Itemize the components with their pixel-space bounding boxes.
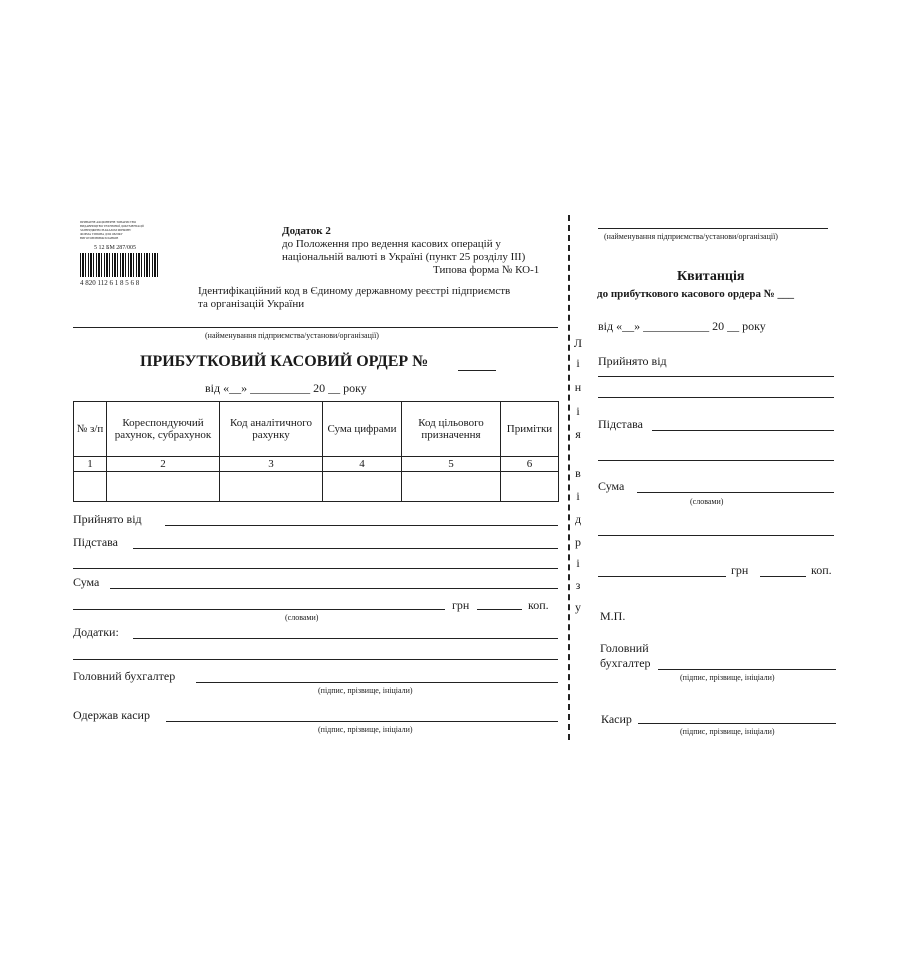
regulation-line-2: національній валюті в Україні (пункт 25 розділу ІІІ) (282, 251, 526, 263)
basis-line-1[interactable] (133, 548, 558, 549)
cut-letter-2: і (576, 356, 580, 370)
receipt-kop-line[interactable] (760, 576, 806, 577)
receipt-basis-line-2[interactable] (598, 460, 834, 461)
col-number-3: 3 (220, 457, 323, 472)
barcode (80, 253, 160, 277)
cut-letter-3: н (574, 380, 582, 394)
receipt-title: Квитанція (677, 269, 745, 284)
receipt-sum-line-2[interactable] (598, 535, 834, 536)
publisher-fine-print-5: ВИГОТОВЛЮВАЧ БЛАНКІВ (80, 236, 119, 240)
publisher-fine-print-4: ФОРМА ТИПОВА ДЛЯ ОБЛІКУ (80, 232, 123, 236)
cut-line (568, 215, 570, 740)
form-number: Типова форма № КО-1 (433, 264, 540, 276)
col-header-account: Кореспондуючий рахунок, субрахунок (107, 402, 220, 457)
ident-code-label-2: та організацій України (198, 298, 305, 310)
cell-notes[interactable] (501, 472, 559, 502)
received-from-label: Прийнято від (73, 512, 142, 526)
receipt-chief-caption: (підпис, прізвище, ініціали) (680, 673, 775, 682)
chief-accountant-line[interactable] (196, 682, 558, 683)
sum-line-2[interactable] (73, 609, 445, 610)
receipt-cashier-caption: (підпис, прізвище, ініціали) (680, 727, 775, 736)
cut-letter-9: р (575, 535, 581, 549)
receipt-cashier-label: Касир (601, 712, 632, 726)
receipt-received-from-line-1[interactable] (598, 376, 834, 377)
col-header-sum: Сума цифрами (323, 402, 402, 457)
ident-code-label-1: Ідентифікаційний код в Єдиному державному реєстрі підприємств (198, 285, 511, 297)
col-header-analytic: Код аналітичного рахунку (220, 402, 323, 457)
cut-letter-6: в (575, 466, 581, 480)
attachments-line-1[interactable] (133, 638, 558, 639)
receipt-kop-label: коп. (811, 563, 832, 577)
cut-letter-4: і (576, 404, 580, 418)
sum-label: Сума (73, 575, 100, 589)
cut-letter-8: д (574, 512, 582, 526)
receipt-sum-line-1[interactable] (637, 492, 834, 493)
basis-line-2[interactable] (73, 568, 558, 569)
attachments-label: Додатки: (73, 625, 119, 639)
col-number-4: 4 (323, 457, 402, 472)
col-number-2: 2 (107, 457, 220, 472)
cut-letter-7: і (576, 489, 580, 503)
cut-letter-11: з (575, 578, 581, 592)
cut-letter-10: і (576, 556, 580, 570)
col-header-notes: Примітки (501, 402, 559, 457)
receipt-org-caption: (найменування підприємства/установи/організації) (604, 232, 778, 241)
receipt-stamp-label: М.П. (600, 609, 626, 623)
receipt-chief-label-2: бухгалтер (600, 656, 651, 670)
sum-kop-line[interactable] (477, 609, 522, 610)
receipt-chief-line[interactable] (658, 669, 836, 670)
org-name-line[interactable] (73, 327, 558, 328)
cut-letter-1: Л (573, 336, 583, 350)
receipt-subtitle: до прибуткового касового ордера № ___ (597, 288, 795, 300)
appendix-label: Додаток 2 (282, 225, 331, 237)
basis-label: Підстава (73, 535, 118, 549)
order-table (73, 401, 559, 502)
cashier-received-line[interactable] (166, 721, 558, 722)
chief-accountant-caption: (підпис, прізвище, ініціали) (318, 686, 413, 695)
receipt-cashier-line[interactable] (638, 723, 836, 724)
col-header-num: № з/п (74, 402, 107, 457)
col-number-1: 1 (74, 457, 107, 472)
cashier-received-caption: (підпис, прізвище, ініціали) (318, 725, 413, 734)
cell-sum[interactable] (323, 472, 402, 502)
receipt-sum-label: Сума (598, 479, 625, 493)
sum-line-1[interactable] (110, 588, 558, 589)
cut-letter-12: у (575, 600, 581, 614)
receipt-chief-label-1: Головний (600, 641, 649, 655)
receipt-basis-label: Підстава (598, 417, 643, 431)
receipt-grn-line[interactable] (598, 576, 726, 577)
publisher-fine-print-3: ЗАТВЕРДЖЕНО НАКАЗОМ МІНФІНУ (80, 228, 132, 232)
receipt-org-line[interactable] (598, 228, 828, 229)
sum-words-caption: (словами) (285, 613, 319, 622)
publisher-code: 5 12 БМ 287/005 (94, 245, 136, 251)
barcode-digits: 4 820 112 6 1 8 5 6 8 (80, 279, 140, 287)
org-name-caption: (найменування підприємства/установи/організації) (205, 331, 379, 340)
regulation-line-1: до Положення про ведення касових операцій у (282, 238, 501, 250)
received-from-line[interactable] (165, 525, 558, 526)
receipt-basis-line-1[interactable] (652, 430, 834, 431)
cell-purpose[interactable] (402, 472, 501, 502)
attachments-line-2[interactable] (73, 659, 558, 660)
sum-kop-label: коп. (528, 598, 549, 612)
order-date-line[interactable]: від «__» __________ 20 __ року (205, 381, 367, 395)
cashier-received-label: Одержав касир (73, 708, 150, 722)
publisher-logo-block (80, 220, 162, 251)
cell-num[interactable] (74, 472, 107, 502)
col-header-purpose: Код цільового призначення (402, 402, 501, 457)
chief-accountant-label: Головний бухгалтер (73, 669, 176, 683)
receipt-sum-words-caption: (словами) (690, 497, 724, 506)
cell-analytic[interactable] (220, 472, 323, 502)
publisher-fine-print-1: ПРИВАТНЕ АКЦІОНЕРНЕ ТОВАРИСТВО (80, 220, 136, 224)
order-title: ПРИБУТКОВИЙ КАСОВИЙ ОРДЕР № (140, 353, 429, 370)
sum-grn-label: грн (452, 598, 470, 612)
order-number-line[interactable] (458, 370, 496, 371)
cut-letter-5: я (575, 427, 581, 441)
col-number-5: 5 (402, 457, 501, 472)
receipt-grn-label: грн (731, 563, 749, 577)
receipt-received-from-line-2[interactable] (598, 397, 834, 398)
publisher-fine-print-2: ВИДАВНИЦТВО ТЕХНІЧНОЇ ДОКУМЕНТАЦІЇ (80, 224, 144, 228)
cell-account[interactable] (107, 472, 220, 502)
col-number-6: 6 (501, 457, 559, 472)
receipt-received-from-label: Прийнято від (598, 354, 667, 368)
receipt-date-line[interactable]: від «__» ___________ 20 __ року (598, 319, 766, 333)
